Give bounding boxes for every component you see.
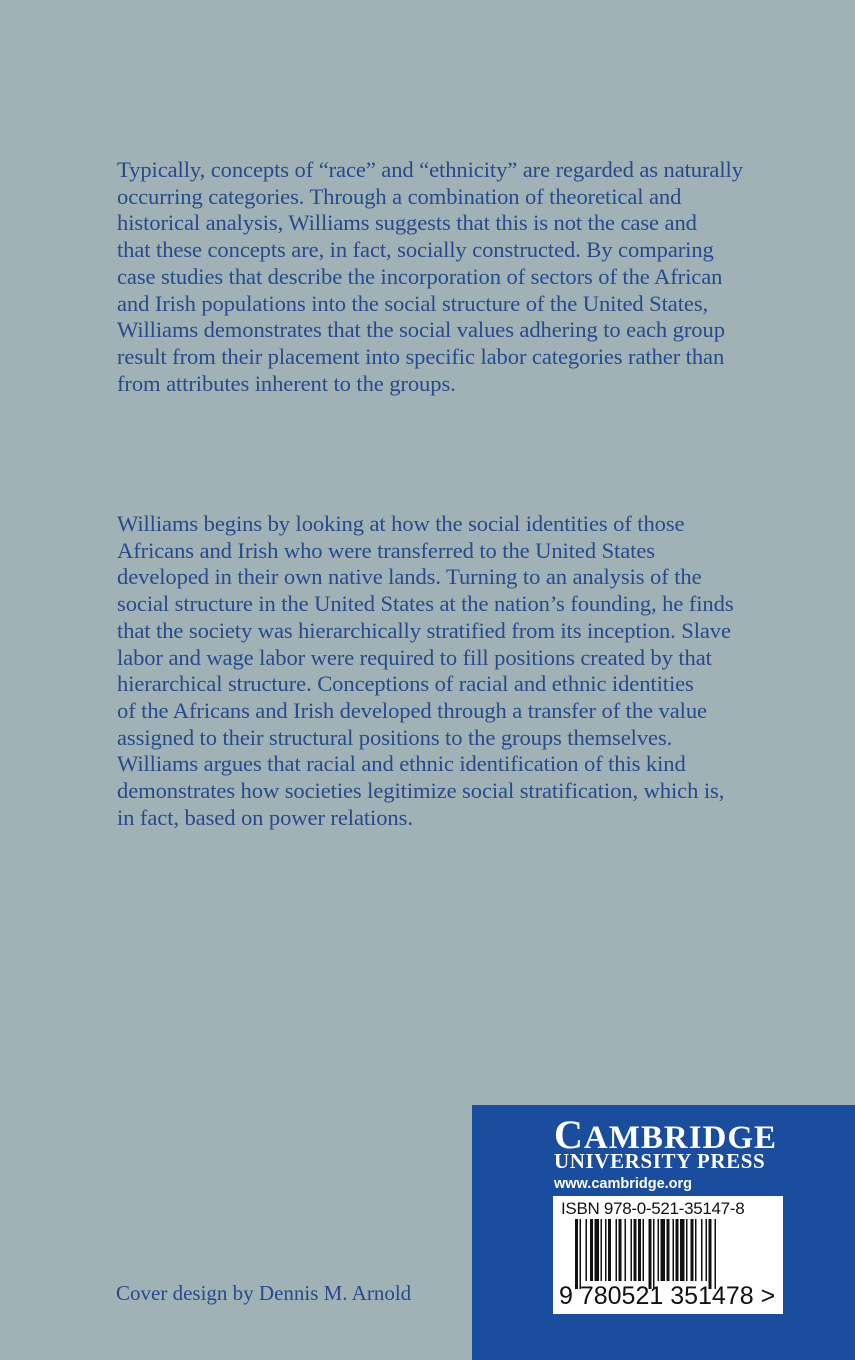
text-line: demonstrates how societies legitimize social stratification, which is,: [117, 778, 725, 804]
logo-initial: C: [554, 1112, 584, 1157]
barcode-bar: [680, 1219, 685, 1281]
barcode-bar: [667, 1219, 670, 1281]
publisher-website: www.cambridge.org: [554, 1176, 693, 1192]
barcode-bar: [619, 1219, 622, 1281]
description-paragraph-1: [117, 157, 743, 397]
publisher-subtitle: UNIVERSITY PRESS: [554, 1149, 766, 1173]
text-line: Williams begins by looking at how the social identities of those: [117, 511, 685, 536]
text-line: occurring categories. Through a combination of theoretical and: [117, 183, 682, 209]
barcode-bar: [691, 1219, 694, 1281]
publisher-box: [472, 1105, 855, 1360]
text-line: labor and wage labor were required to fill positions created by that: [117, 644, 712, 670]
barcode-bar: [608, 1219, 611, 1281]
isbn-label: ISBN 978-0-521-35147-8: [561, 1199, 745, 1218]
barcode-bar: [676, 1219, 679, 1281]
barcode-bar: [686, 1219, 688, 1281]
barcode-bar: [575, 1219, 578, 1289]
text-line: social structure in the United States at the nation’s founding, he finds: [117, 591, 734, 617]
description-paragraph-2: [117, 511, 734, 831]
barcode-bar: [586, 1219, 588, 1281]
barcode-bar: [658, 1219, 660, 1281]
text-line: in fact, based on power relations.: [117, 804, 413, 830]
text-line: hierarchical structure. Conceptions of racial and ethnic identities: [117, 671, 694, 697]
barcode-bar: [643, 1219, 645, 1281]
barcode-bar: [601, 1219, 603, 1281]
text-line: case studies that describe the incorporation of sectors of the African: [117, 263, 723, 289]
logo-rest: AMBRIDGE: [583, 1120, 778, 1156]
barcode-bar: [595, 1219, 600, 1281]
barcode-digits: 9 780521 351478 >: [559, 1282, 776, 1310]
text-line: that these concepts are, in fact, socially constructed. By comparing: [117, 237, 714, 263]
barcode-bar: [661, 1219, 666, 1281]
barcode-bar: [580, 1219, 582, 1289]
text-line: from attributes inherent to the groups.: [117, 370, 456, 396]
barcode-bar: [634, 1219, 637, 1281]
barcode-bar: [649, 1219, 652, 1289]
cover-design-credit: Cover design by Dennis M. Arnold: [116, 1281, 412, 1305]
barcode-bar: [653, 1219, 655, 1289]
text-line: Williams argues that racial and ethnic identification of this kind: [117, 751, 686, 777]
text-line: and Irish populations into the social structure of the United States,: [117, 290, 709, 316]
barcode-bar: [590, 1219, 593, 1281]
barcode-bar: [625, 1219, 627, 1281]
barcode-bar: [695, 1219, 697, 1281]
barcode-bar: [631, 1219, 633, 1281]
text-line: of the Africans and Irish developed through a transfer of the value: [117, 697, 707, 723]
text-line: Williams demonstrates that the social values adhering to each group: [117, 317, 725, 343]
text-line: assigned to their structural positions to the groups themselves.: [117, 724, 673, 750]
barcode-bar: [638, 1219, 641, 1281]
isbn-barcode: [553, 1196, 783, 1314]
text-line: result from their placement into specific labor categories rather than: [117, 343, 725, 369]
text-line: Typically, concepts of “race” and “ethnicity” are regarded as naturally: [117, 157, 743, 182]
barcode-bar: [673, 1219, 675, 1281]
barcode-bar: [709, 1219, 712, 1289]
barcode-bar: [715, 1219, 717, 1289]
barcode-bar: [706, 1219, 708, 1281]
text-line: historical analysis, Williams suggests that this is not the case and: [117, 210, 697, 236]
text-line: developed in their own native lands. Turning to an analysis of the: [117, 564, 702, 590]
barcode-bar: [605, 1219, 607, 1281]
text-line: that the society was hierarchically stratified from its inception. Slave: [117, 617, 731, 643]
barcode-bars: [575, 1219, 765, 1289]
text-line: Africans and Irish who were transferred to the United States: [117, 537, 655, 563]
barcode-bar: [616, 1219, 618, 1281]
barcode-bar: [701, 1219, 703, 1281]
